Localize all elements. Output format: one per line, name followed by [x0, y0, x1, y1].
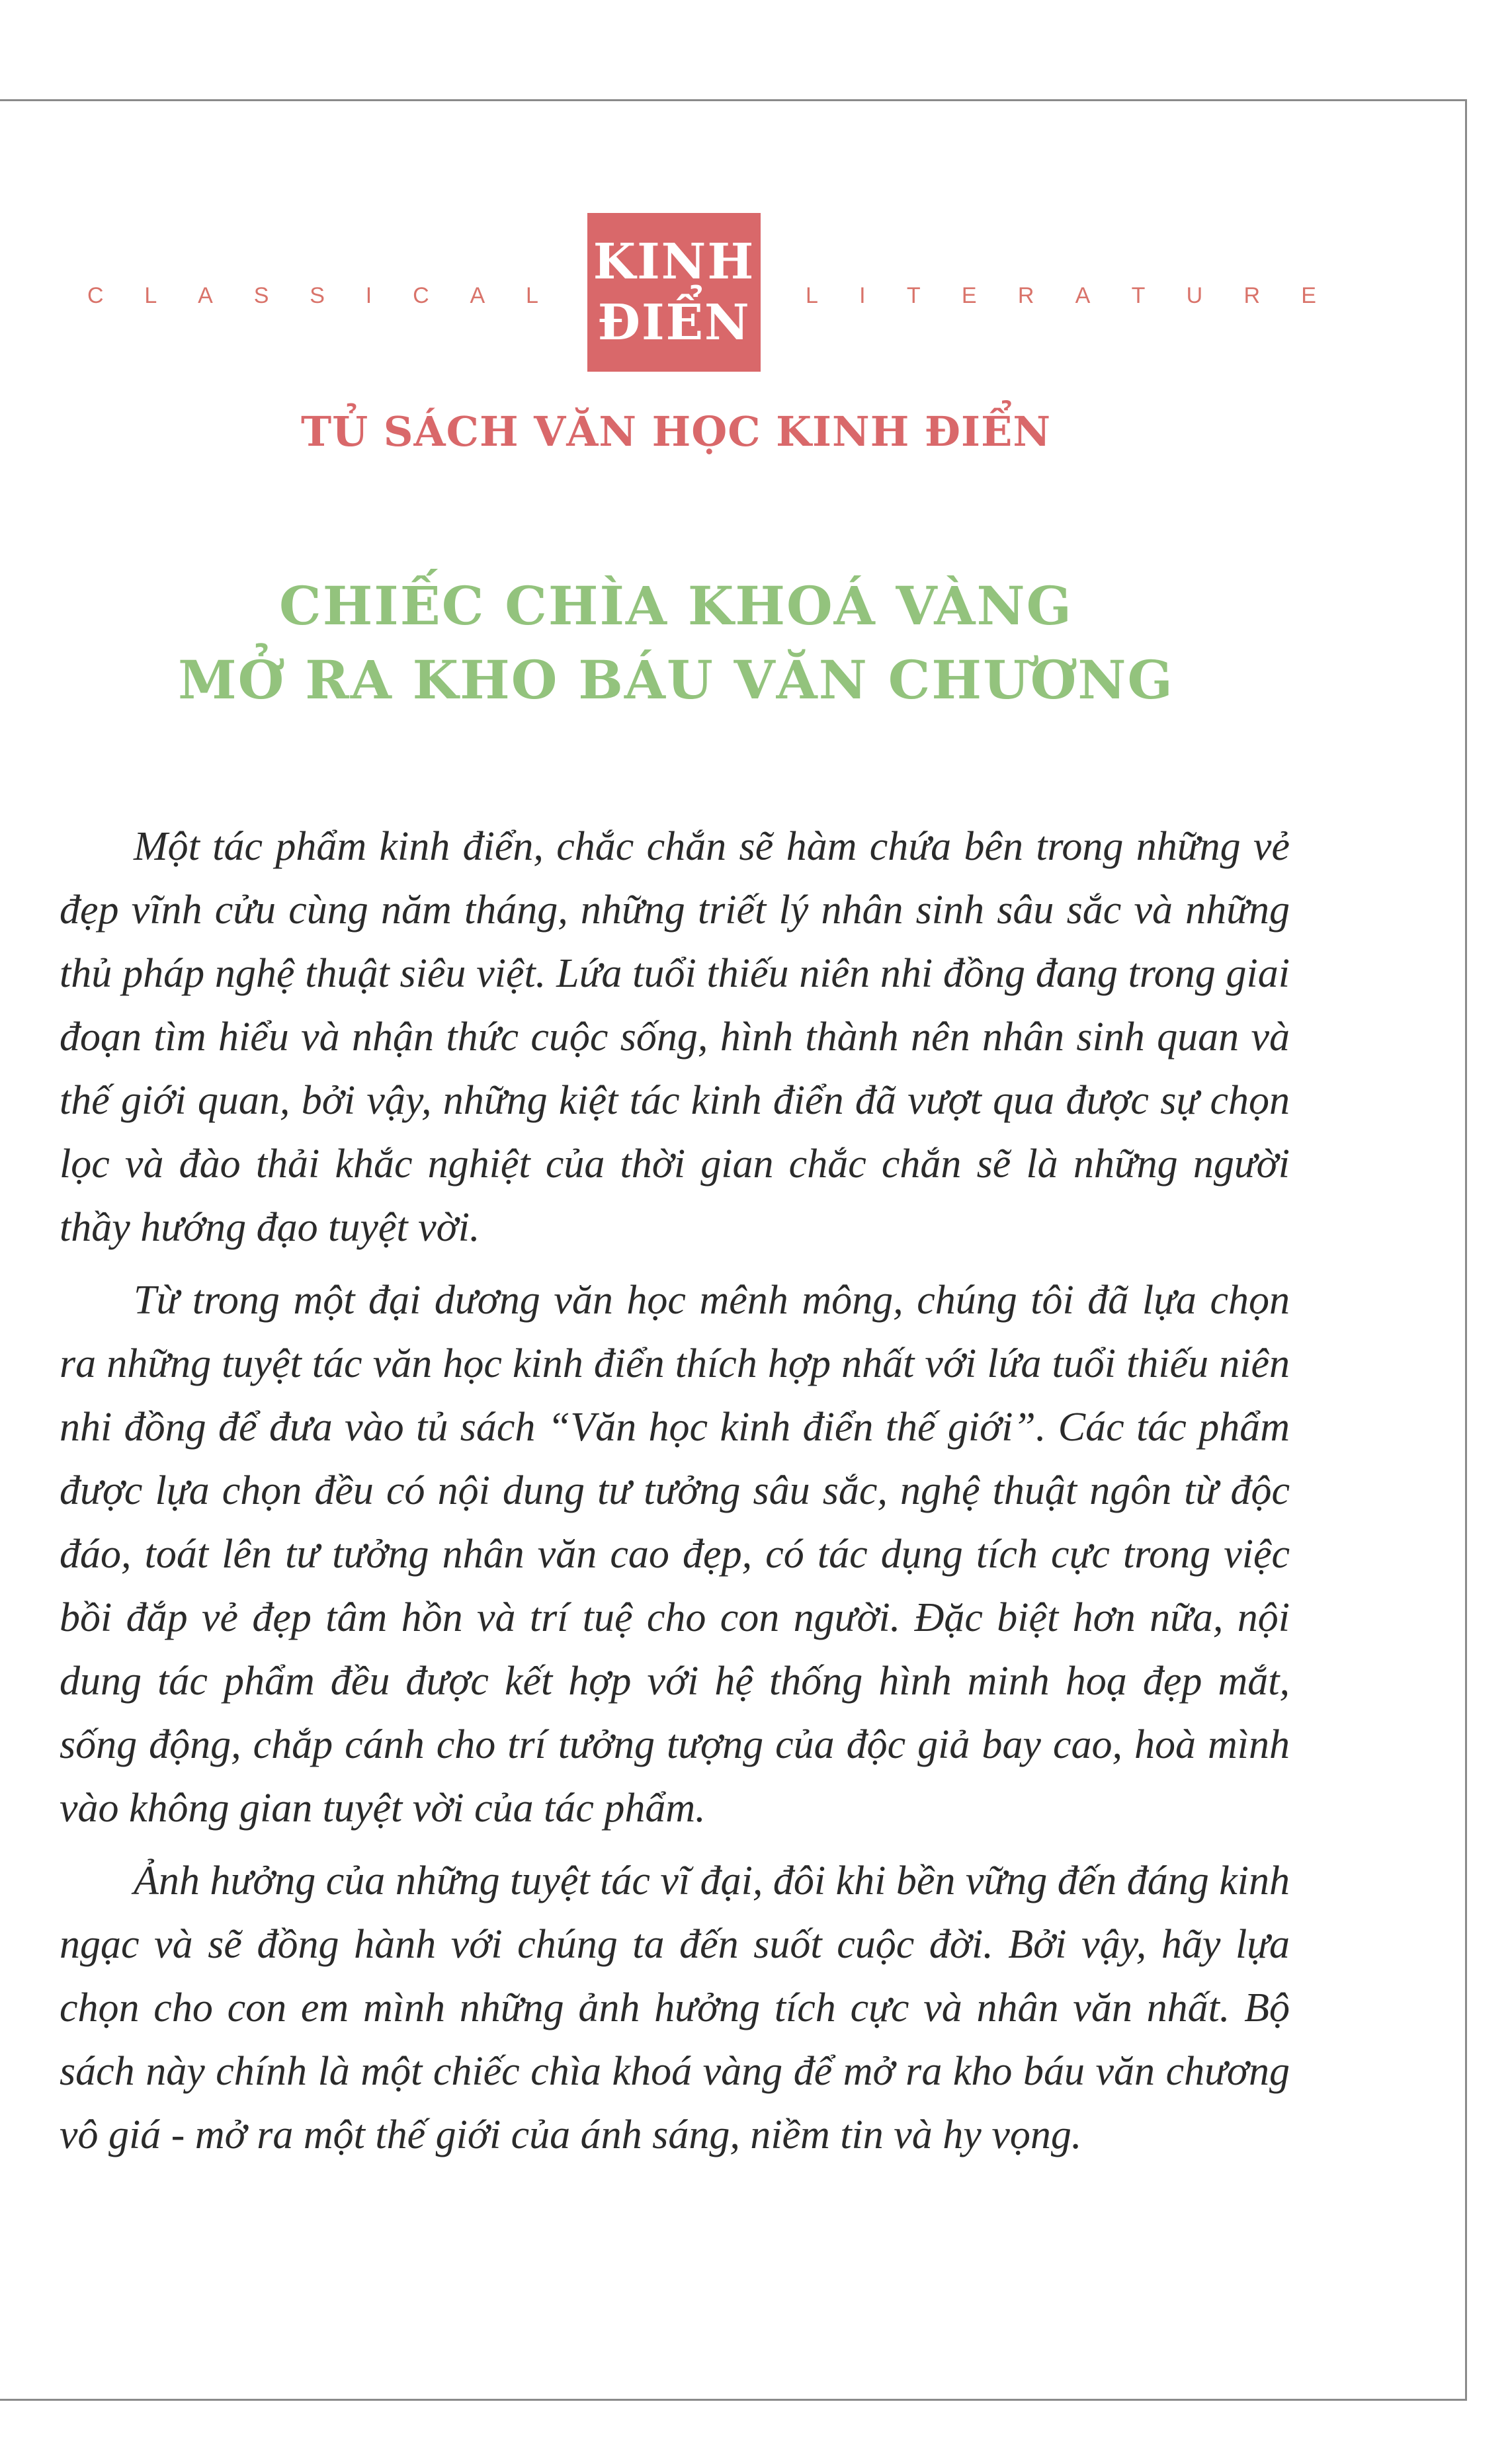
spaced-letter: A	[198, 283, 213, 308]
spaced-letter: R	[1017, 283, 1034, 308]
paragraph-2: Từ trong một đại dương văn học mênh mông, chúng tôi đã lựa chọn ra những tuyệt tác văn học kinh điển thích hợp nhất với lứa tuổi thiếu niên nhi đồng để đưa vào tủ sách “Văn học kinh điển thế giới”. Các tác phẩm được lựa chọn đều có nội dung tư tưởng sâu sắc, nghệ thuật ngôn từ độc đáo, toát lên tư tưởng nhân văn cao đẹp, có tác dụng tích cực trong việc bồi đắp vẻ đẹp tâm hồn và trí tuệ cho con người. Đặc biệt hơn nữa, nội dung tác phẩm đều được kết hợp với hệ thống hình minh hoạ đẹp mắt, sống động, chắp cánh cho trí tưởng tượng của độc giả bay cao, hoà mình vào không gian tuyệt vời của tác phẩm.	[60, 1278, 1290, 1831]
spaced-letter: T	[906, 283, 921, 308]
spaced-letter: C	[413, 283, 429, 308]
spaced-letter: I	[859, 283, 866, 308]
spaced-letter: T	[1131, 283, 1146, 308]
spaced-letter: U	[1186, 283, 1203, 308]
spaced-letter: C	[87, 283, 104, 308]
spaced-letter: E	[1301, 283, 1316, 308]
logo-line-dien: ĐIỂN	[597, 294, 751, 351]
main-title-line-2: MỞ RA KHO BÁU VĂN CHƯƠNG	[178, 649, 1174, 711]
body-text	[60, 815, 1290, 2176]
series-title: TỦ SÁCH VĂN HỌC KINH ĐIỂN	[300, 407, 1051, 456]
spaced-letter: L	[526, 283, 538, 308]
spaced-letter: A	[470, 283, 485, 308]
paragraph-3: Ảnh hưởng của những tuyệt tác vĩ đại, đôi khi bền vững đến đáng kinh ngạc và sẽ đồng hành với chúng ta đến suốt cuộc đời. Bởi vậy, hãy lựa chọn cho con em mình những ảnh hưởng tích cực và nhân văn nhất. Bộ sách này chính là một chiếc chìa khoá vàng để mở ra kho báu văn chương vô giá - mở ra một thế giới của ánh sáng, niềm tin và hy vọng.	[60, 1858, 1290, 2157]
logo-line-kinh: KINH	[593, 233, 755, 290]
spaced-letter: A	[1075, 283, 1091, 308]
spaced-letter: E	[961, 283, 977, 308]
spaced-letter: R	[1243, 283, 1260, 308]
spaced-letter: L	[144, 283, 157, 308]
spaced-letter: S	[253, 283, 269, 308]
spaced-letter: L	[806, 283, 818, 308]
spaced-letter: S	[310, 283, 325, 308]
classical-word	[87, 284, 538, 307]
literature-word	[806, 284, 1316, 307]
paragraph-1: Một tác phẩm kinh điển, chắc chắn sẽ hàm chứa bên trong những vẻ đẹp vĩnh cửu cùng năm tháng, những triết lý nhân sinh sâu sắc và những thủ pháp nghệ thuật siêu việt. Lứa tuổi thiếu niên nhi đồng đang trong giai đoạn tìm hiểu và nhận thức cuộc sống, hình thành nên nhân sinh quan và thế giới quan, bởi vậy, những kiệt tác kinh điển đã vượt qua được sự chọn lọc và đào thải khắc nghiệt của thời gian chắc chắn sẽ là những người thầy hướng đạo tuyệt vời.	[60, 824, 1290, 1250]
main-title-line-1: CHIẾC CHÌA KHOÁ VÀNG	[279, 575, 1073, 637]
header-row	[0, 213, 1512, 372]
spaced-letter: I	[365, 283, 372, 308]
kinh-dien-logo	[587, 213, 761, 372]
main-title	[0, 569, 1352, 717]
